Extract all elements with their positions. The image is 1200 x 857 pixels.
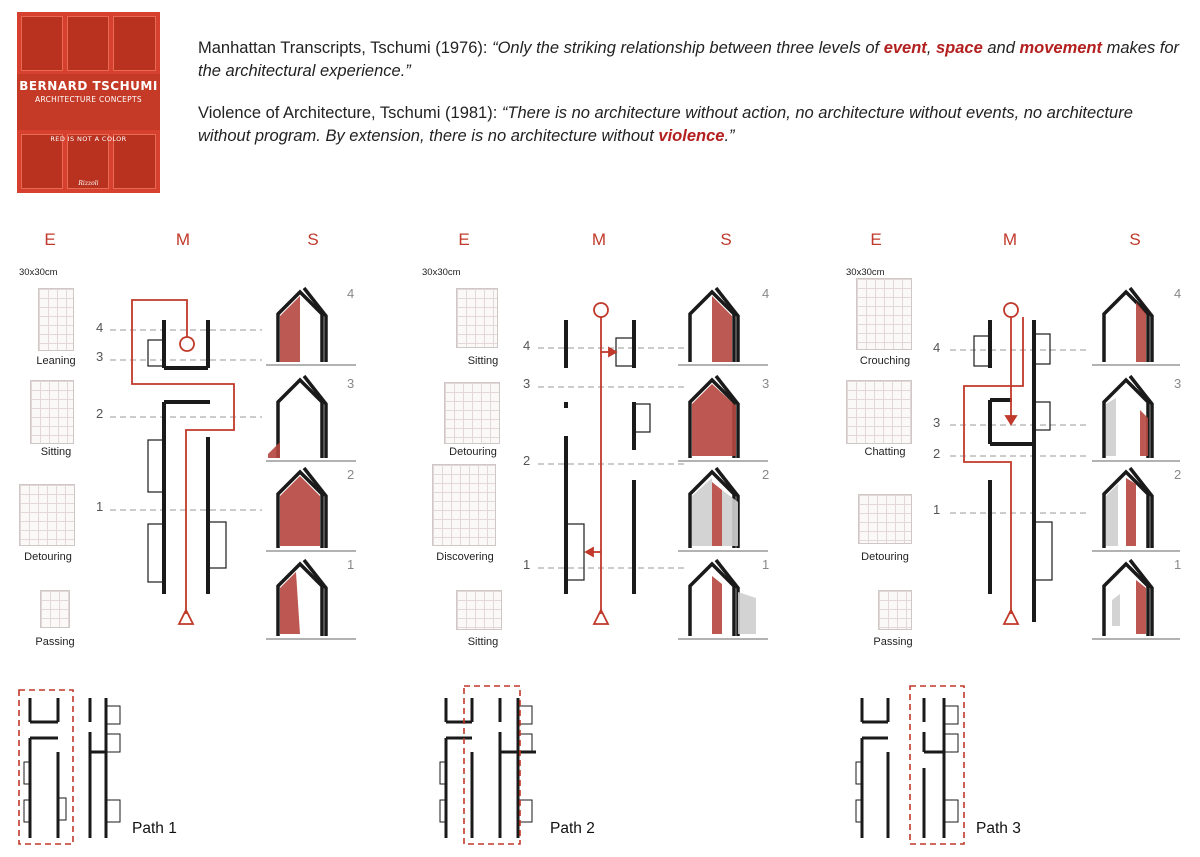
quote-text: makes for the architectural experience.” — [198, 39, 1180, 80]
section-number: 3 — [1174, 376, 1182, 391]
book-title: BERNARD TSCHUMI — [19, 79, 158, 93]
event-label: Chatting — [864, 446, 906, 458]
event-label: Detouring — [861, 551, 909, 563]
event-label: Discovering — [436, 551, 494, 563]
section-number: 3 — [762, 376, 770, 391]
section-number: 2 — [762, 467, 770, 482]
keyword-event: event — [883, 39, 927, 57]
keyword-space: space — [935, 39, 983, 57]
quote-source: Violence of Architecture, Tschumi (1981): — [198, 104, 502, 122]
event-label: Leaning — [36, 355, 76, 367]
keyword-movement: movement — [1019, 39, 1103, 57]
event-label: Passing — [35, 636, 75, 648]
section-number: 1 — [762, 557, 770, 572]
level-number: 3 — [523, 376, 531, 391]
path-1-drawing — [0, 222, 400, 857]
level-number: 4 — [933, 340, 941, 355]
section-number: 4 — [762, 286, 770, 301]
header-space: S — [720, 230, 732, 249]
book-subtitle: ARCHITECTURE CONCEPTS — [35, 95, 142, 104]
level-number: 4 — [523, 338, 531, 353]
event-label: Sitting — [467, 636, 499, 648]
section-number: 4 — [347, 286, 355, 301]
book-tagline: RED IS NOT A COLOR — [50, 135, 127, 143]
quote-text: , — [926, 39, 936, 57]
level-number: 3 — [933, 415, 941, 430]
scale-note: 30x30cm — [19, 267, 58, 278]
book-cover — [17, 12, 160, 193]
level-number: 2 — [933, 446, 941, 461]
event-label: Sitting — [40, 446, 72, 458]
path-2-drawing — [400, 222, 800, 857]
quote-text: .” — [724, 127, 735, 145]
level-number: 4 — [96, 320, 104, 335]
section-number: 3 — [347, 376, 355, 391]
header-movement: M — [1002, 230, 1018, 249]
path-label: Path 3 — [976, 820, 1021, 837]
header-movement: M — [591, 230, 607, 249]
event-label: Passing — [873, 636, 913, 648]
section-number: 1 — [347, 557, 355, 572]
level-number: 1 — [96, 499, 104, 514]
level-number: 1 — [523, 557, 531, 572]
path-panel-2 — [400, 222, 800, 857]
quote-source: Manhattan Transcripts, Tschumi (1976): — [198, 39, 493, 57]
path-panel-1 — [0, 222, 400, 857]
path-label: Path 1 — [132, 820, 177, 837]
section-number: 2 — [347, 467, 355, 482]
header-space: S — [1129, 230, 1141, 249]
path-panel-3 — [800, 222, 1200, 857]
section-number: 4 — [1174, 286, 1182, 301]
scale-note: 30x30cm — [422, 267, 461, 278]
quote-manhattan-transcripts — [198, 37, 1188, 83]
scale-note: 30x30cm — [846, 267, 885, 278]
book-publisher: Rizzoli — [78, 180, 99, 187]
section-number: 1 — [1174, 557, 1182, 572]
header-event: E — [458, 230, 470, 249]
event-label: Crouching — [859, 355, 911, 367]
path-3-drawing — [800, 222, 1200, 857]
header-event: E — [44, 230, 56, 249]
level-number: 2 — [96, 406, 104, 421]
event-label: Detouring — [449, 446, 497, 458]
header-movement: M — [175, 230, 191, 249]
quote-text: and — [982, 39, 1020, 57]
header-space: S — [307, 230, 319, 249]
path-label: Path 2 — [550, 820, 595, 837]
header-event: E — [870, 230, 882, 249]
event-label: Detouring — [24, 551, 72, 563]
quote-text: “Only the striking relationship between three levels of — [492, 39, 884, 57]
level-number: 3 — [96, 349, 104, 364]
level-number: 2 — [523, 453, 531, 468]
section-number: 2 — [1174, 467, 1182, 482]
keyword-violence: violence — [658, 127, 725, 145]
event-label: Sitting — [467, 355, 499, 367]
level-number: 1 — [933, 502, 941, 517]
quote-text: “There is no architecture without action, no architecture without events, no architecture without program. By extension, there is no architecture without — [198, 104, 1133, 145]
quote-violence-of-architecture — [198, 102, 1188, 148]
